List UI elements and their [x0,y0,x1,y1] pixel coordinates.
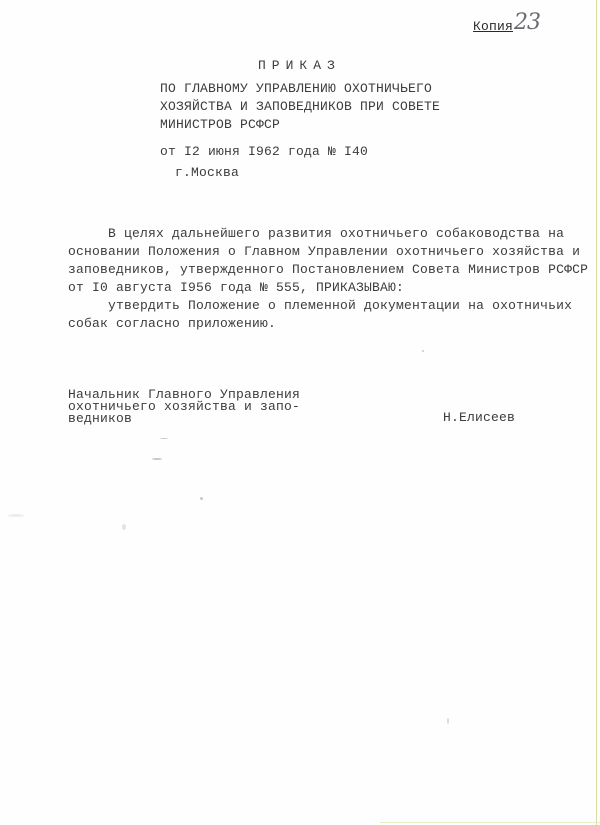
scan-speck [122,524,126,530]
body-line-4: от I0 августа I956 года № 555, ПРИКАЗЫВАЮ: [68,280,405,295]
body-line-6: собак согласно приложению. [68,316,277,331]
body-line-2: основании Положения о Главном Управлении охотничьего хозяйства и [68,244,581,259]
scan-speck [447,718,449,724]
document-title: ПРИКАЗ [258,58,341,73]
copy-number-handwritten: 23 [514,10,540,35]
signer-name: Н.Елисеев [443,410,516,425]
copy-label: Копия [473,19,514,34]
order-city: г.Москва [175,165,240,180]
issuer-line-2: ХОЗЯЙСТВА И ЗАПОВЕДНИКОВ ПРИ СОВЕТЕ [160,99,441,114]
body-line-1: В целях дальнейшего развития охотничьего собаководства на [68,226,565,241]
scan-speck [160,438,168,439]
signature-position-line-3: ведников [68,411,133,426]
issuer-line-1: ПО ГЛАВНОМУ УПРАВЛЕНИЮ ОХОТНИЧЬЕГО [160,81,433,96]
scan-edge-bottom [380,822,600,823]
scan-speck [152,458,162,460]
order-date-number: от I2 июня I962 года № I40 [160,144,369,159]
issuer-line-3: МИНИСТРОВ РСФСР [160,117,281,132]
scan-speck [200,497,203,500]
signature-position-line-1: Начальник Главного Управления [68,387,301,402]
body-line-5: утвердить Положение о племенной документации на охотничьих [68,298,573,313]
body-line-3: заповедников, утвержденного Постановлением Совета Министров РСФСР [68,262,589,277]
scan-speck [8,514,24,517]
scan-edge-right [596,0,597,825]
scan-speck [422,350,424,352]
signature-position-line-2: охотничьего хозяйства и запо- [68,399,301,414]
